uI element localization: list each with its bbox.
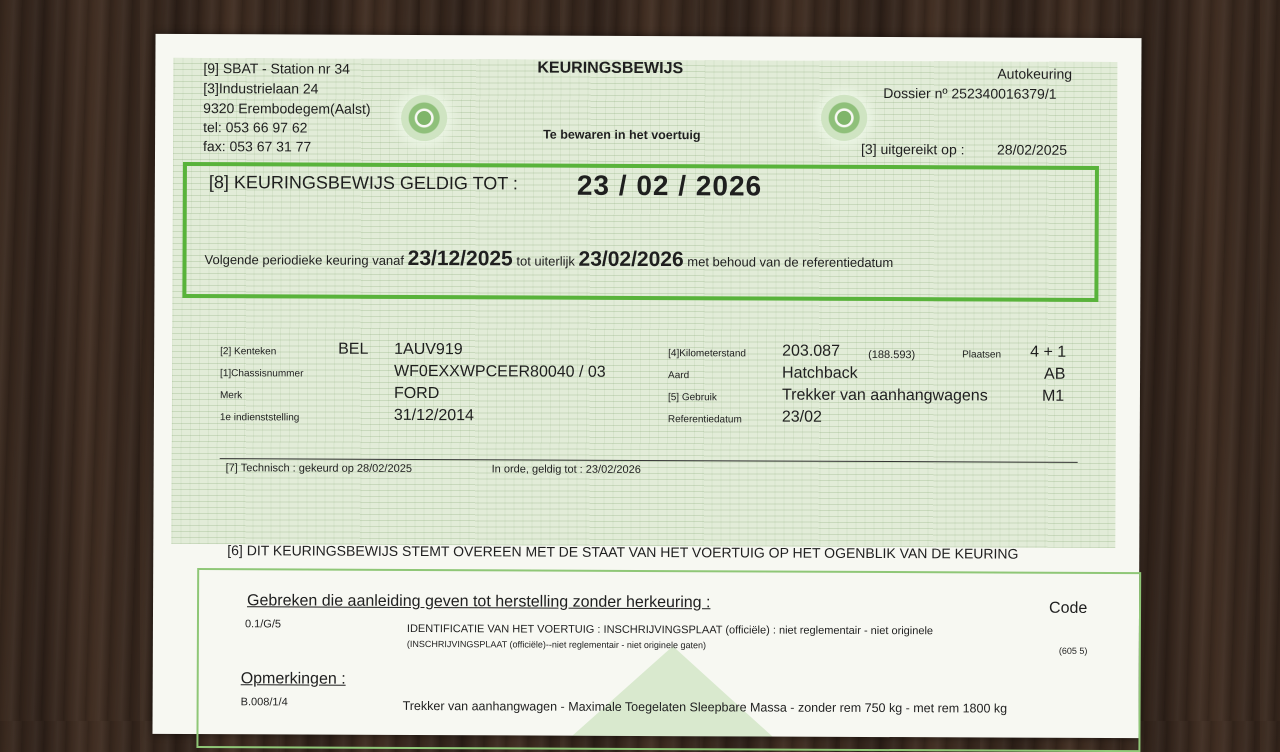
inspection-type: Autokeuring [997, 65, 1073, 82]
km-previous: (188.593) [868, 348, 916, 362]
kenteken-value: 1AUV919 [394, 340, 463, 359]
aard-value: Hatchback [782, 364, 858, 382]
kenteken-country: BEL [338, 340, 369, 358]
chassis-value: WF0EXXWPCEER80040 / 03 [394, 362, 606, 381]
issued-date: 28/02/2025 [997, 141, 1068, 158]
gebruik-code: M1 [1041, 387, 1065, 405]
plaatsen-value: 4 + 1 [1030, 343, 1067, 361]
conformity-statement: [6] DIT KEURINGSBEWIJS STEMT OVEREEN MET DE STAAT VAN HET VOERTUIG OP HET OGENBLIK VAN DE KEURING [227, 542, 1019, 562]
dossier-number: Dossier nº 25234001637​9/1 [883, 85, 1057, 102]
station-address-street: [3]Industrielaan 24 [203, 80, 319, 97]
technical-inspected: [7] Technisch : gekeurd op 28/02/2025 [225, 462, 412, 475]
referentiedatum-label: Referentiedatum [667, 414, 742, 426]
goca-eye-logo [821, 95, 867, 141]
kenteken-label: [2] Kenteken [220, 346, 277, 358]
technical-valid-until: In orde, geldig tot : 23/02/2026 [491, 463, 641, 476]
document-title: KEURINGSBEWIJS [537, 59, 684, 78]
inspection-certificate [152, 34, 1141, 738]
issued-label: [3] uitgereikt op : [861, 140, 965, 158]
aard-code: AB [1044, 365, 1066, 383]
plaatsen-label: Plaatsen [962, 349, 1002, 361]
next-prefix: Volgende periodieke keuring vanaf [204, 252, 405, 268]
watermark-triangle [572, 646, 772, 737]
station-phone: tel: 053 66 97 62 [203, 119, 308, 136]
station-address-city: 9320 Erembodegem(Aalst) [203, 100, 371, 117]
defect-ref: (605 5) [1058, 645, 1088, 656]
km-value: 203.087 [782, 342, 841, 360]
aard-label: Aard [668, 370, 690, 382]
validity-date: 23 / 02 / 2026 [576, 169, 763, 202]
remark-code: B.008/1/4 [240, 696, 288, 709]
station-name: [9] SBAT - Station nr 34 [203, 60, 350, 77]
defects-code-label: Code [1048, 599, 1088, 617]
referentiedatum-value: 23/02 [781, 408, 822, 426]
indienst-label: 1e indienststelling [219, 412, 300, 424]
remarks-heading: Opmerkingen : [240, 670, 346, 688]
gebruik-label: [5] Gebruik [667, 392, 717, 404]
chassis-label: [1]Chassisnummer [220, 368, 304, 380]
next-to-date: 23/02/2026 [578, 247, 684, 272]
merk-label: Merk [219, 390, 243, 402]
next-inspection-line [205, 246, 894, 273]
defect-text: IDENTIFICATIE VAN HET VOERTUIG : INSCHRIJVINGSPLAAT (officiële) : niet reglementair - niet originele [406, 622, 934, 638]
indienst-value: 31/12/2014 [393, 406, 474, 425]
remark-text: Trekker van aanhangwagen - Maximale Toegelaten Sleepbare Massa - zonder rem 750 kg - met rem 1800 kg [402, 698, 1008, 716]
validity-label: [8] KEURINGSBEWIJS GELDIG TOT : [208, 172, 519, 194]
km-label: [4]Kilometerstand [668, 348, 746, 360]
merk-value: FORD [393, 384, 440, 403]
gebruik-value: Trekker van aanhangwagens [781, 386, 988, 405]
station-fax: fax: 053 67 31 77 [203, 138, 312, 155]
next-from-date: 23/12/2025 [407, 246, 513, 271]
defect-detail: (INSCHRIJVINGSPLAAT (officiële)--niet reglementair - niet originele gaten) [406, 638, 707, 651]
defects-heading: Gebreken die aanleiding geven tot herstelling zonder herkeuring : [247, 592, 711, 612]
defect-code: 0.1/G/5 [244, 618, 282, 631]
goca-eye-logo [401, 95, 447, 141]
next-suffix: met behoud van de referentiedatum [687, 254, 894, 271]
document-subtitle: Te bewaren in het voertuig [543, 127, 701, 143]
next-mid: tot uiterlijk [516, 253, 575, 269]
